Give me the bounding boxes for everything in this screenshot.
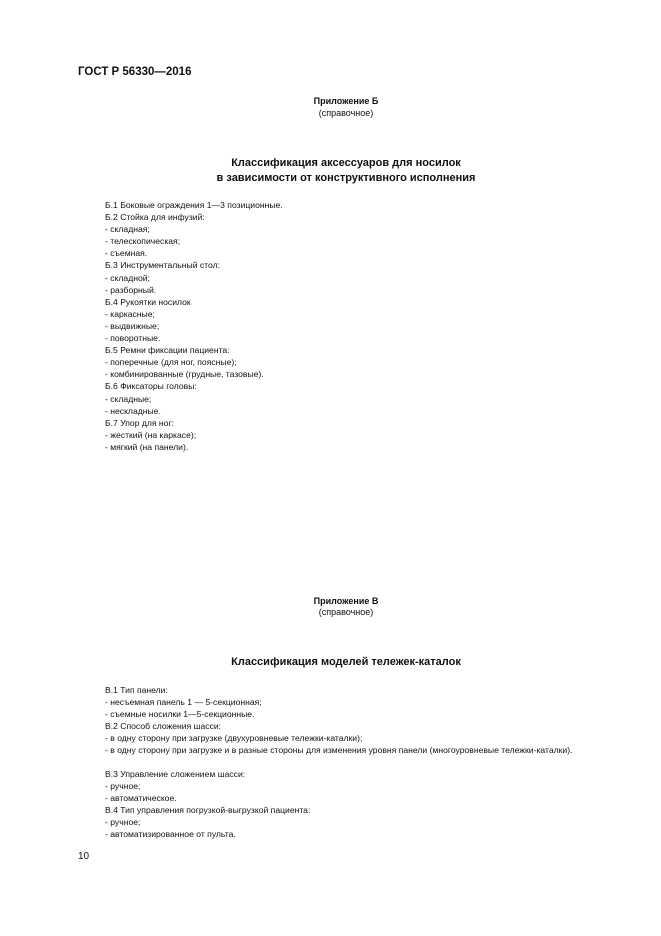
list-item: Б.6 Фиксаторы головы: xyxy=(105,381,197,392)
list-item: В.1 Тип панели: xyxy=(105,685,168,695)
list-item: - нескладные. xyxy=(105,405,161,416)
list-item: - съемные носилки 1—5-секционные. xyxy=(105,709,255,720)
page-number: 10 xyxy=(78,851,90,862)
list-item: - складная; xyxy=(105,224,150,235)
list-item: - ручное; xyxy=(105,817,141,828)
list-item: - мягкий (на панели). xyxy=(105,441,189,452)
list-item: Б.1 Боковые ограждения 1—3 позиционные. xyxy=(105,200,283,210)
appendix-b-heading-line1: Классификация аксессуаров для носилок xyxy=(231,157,461,169)
list-item: - каркасные; xyxy=(105,308,155,319)
list-item: - съемная. xyxy=(105,248,148,259)
list-item: - комбинированные (грудные, тазовые). xyxy=(105,369,264,380)
appendix-v-list-a xyxy=(105,684,362,744)
list-item: - автоматизированное от пульта. xyxy=(105,829,236,840)
appendix-v-title: Приложение В xyxy=(313,596,379,606)
list-item: Б.4 Рукоятки носилок xyxy=(105,296,191,307)
list-item: Б.2 Стойка для инфузий: xyxy=(105,212,205,223)
list-item: Б.3 Инструментальный стол: xyxy=(105,260,221,271)
list-item: В.2 Способ сложения шасси: xyxy=(105,721,222,732)
appendix-v-list-b xyxy=(105,768,310,841)
list-item: - поворотные. xyxy=(105,333,161,344)
appendix-b-subtitle: (справочное) xyxy=(318,108,374,118)
appendix-b-heading-line2: в зависимости от конструктивного исполнения xyxy=(216,172,476,184)
list-item: - автоматическое. xyxy=(105,793,177,804)
list-item: - жесткий (на каркасе); xyxy=(105,429,197,440)
list-item: - выдвижные; xyxy=(105,320,160,331)
list-item: Б.7 Упор для ног: xyxy=(105,417,174,428)
wrapped-list-item: - в одну сторону при загрузке и в разные стороны для изменения уровня панели (многоуровневые тележки-каталки). xyxy=(105,745,573,755)
list-item: Б.5 Ремни фиксации пациента: xyxy=(105,345,230,356)
list-item: - ручное; xyxy=(105,781,141,792)
list-item: В.4 Тип управления погрузкой-выгрузкой пациента: xyxy=(105,805,311,816)
list-item: - в одну сторону при загрузке (двухуровневые тележки-каталки); xyxy=(105,733,363,744)
list-item: - разборный. xyxy=(105,284,157,295)
appendix-v-heading: Классификация моделей тележек-каталок xyxy=(231,656,461,668)
appendix-b-list xyxy=(105,199,283,453)
appendix-b-title: Приложение Б xyxy=(313,96,379,106)
list-item: - складные; xyxy=(105,393,152,404)
list-item: - поперечные (для ног, поясные); xyxy=(105,357,237,368)
document-code: ГОСТ Р 56330—2016 xyxy=(78,66,192,78)
list-item: - телескопическая; xyxy=(105,236,181,247)
list-item: В.3 Управление сложением шасси: xyxy=(105,769,246,779)
appendix-v-subtitle: (справочное) xyxy=(318,607,374,617)
list-item: - складной; xyxy=(105,272,150,283)
list-item: - несъемная панель 1 — 5-секционная; xyxy=(105,697,262,708)
